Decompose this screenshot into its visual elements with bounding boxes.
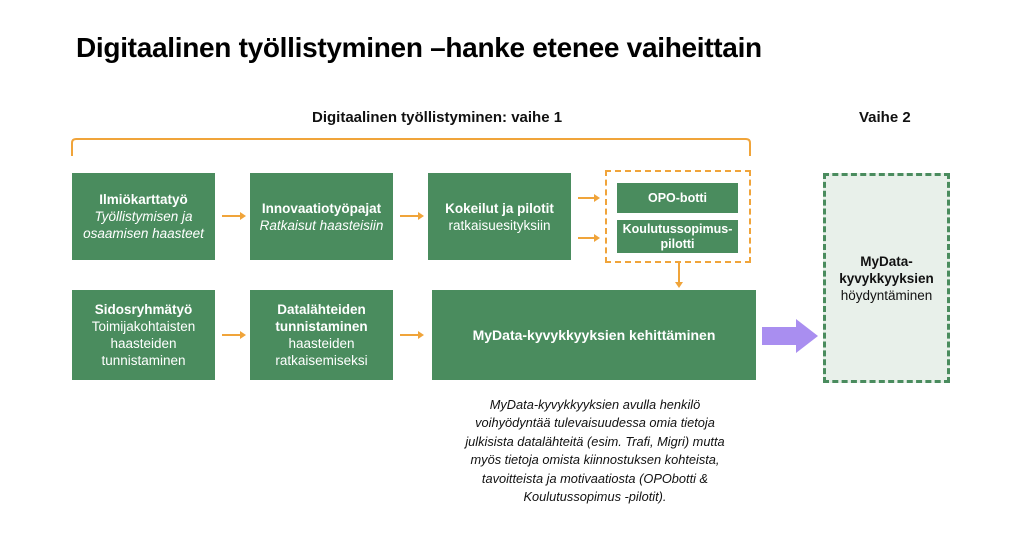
box-ilmiokarttatyo [72, 173, 215, 260]
phase2-heading: Vaihe 2 [859, 109, 911, 126]
box-line: ratkaisemiseksi [275, 353, 368, 368]
box-innovaatiotyopajat [250, 173, 393, 260]
phase1-heading: Digitaalinen työllistyminen: vaihe 1 [312, 109, 563, 126]
box-line: haasteiden [110, 336, 177, 351]
box-line: Toimijakohtaisten [91, 319, 196, 334]
box-line: Työllistymisen ja [94, 209, 193, 224]
note-line: Koulutussopimus -pilotit). [523, 489, 667, 505]
arrow-phase1-phase2 [762, 319, 818, 353]
box-title: tunnistaminen [275, 319, 368, 334]
box-line: pilotti [660, 236, 695, 251]
box-title: Datalähteiden [277, 302, 366, 317]
phase1-bracket [72, 139, 750, 156]
note-line: tavoitteista ja motivaatiosta (OPObotti & [481, 470, 709, 486]
box-title: Innovaatiotyöpajat [261, 200, 382, 216]
note-line: julkisista datalähteitä (esim. Trafi, Migri) mutta [465, 433, 725, 449]
box-line: haasteiden [288, 336, 355, 351]
box-sidosryhmatyo [72, 290, 215, 380]
box-line: tunnistaminen [101, 353, 186, 368]
note-line: myös tietoja omista kiinnostuksen kohteista, [470, 452, 720, 468]
box-line: höydyntäminen [840, 287, 933, 303]
box-title: Kokeilut ja pilotit [445, 200, 554, 216]
box-title: Ilmiökarttatyö [99, 192, 188, 207]
box-title: MyData- [860, 253, 913, 269]
box-line: Koulutussopimus- [622, 221, 733, 236]
mydata-note [430, 396, 760, 506]
box-opo-botti: OPO-botti [617, 183, 738, 213]
box-mydata-hyodyntaminen [823, 173, 950, 383]
box-datalahteiden [250, 290, 393, 380]
box-kokeilut [428, 173, 571, 260]
box-title: MyData-kyvykkyyksien kehittäminen [472, 326, 716, 343]
box-mydata-kehittaminen [432, 290, 756, 380]
note-line: MyData-kyvykkyyksien avulla henkilö [489, 397, 701, 412]
box-line: ratkaisuesityksiin [448, 217, 551, 233]
box-title: kyvykkyyksien [839, 270, 934, 286]
box-koulutussopimus [617, 220, 738, 253]
box-line: Ratkaisut haasteisiin [259, 217, 384, 233]
page-title: Digitaalinen työllistyminen –hanke etenee vaiheittain [76, 32, 762, 63]
box-line: osaamisen haasteet [83, 226, 204, 241]
note-line: voihyödyntää tulevaisuudessa omia tietoja [475, 415, 715, 431]
box-title: Sidosryhmätyö [94, 302, 193, 317]
